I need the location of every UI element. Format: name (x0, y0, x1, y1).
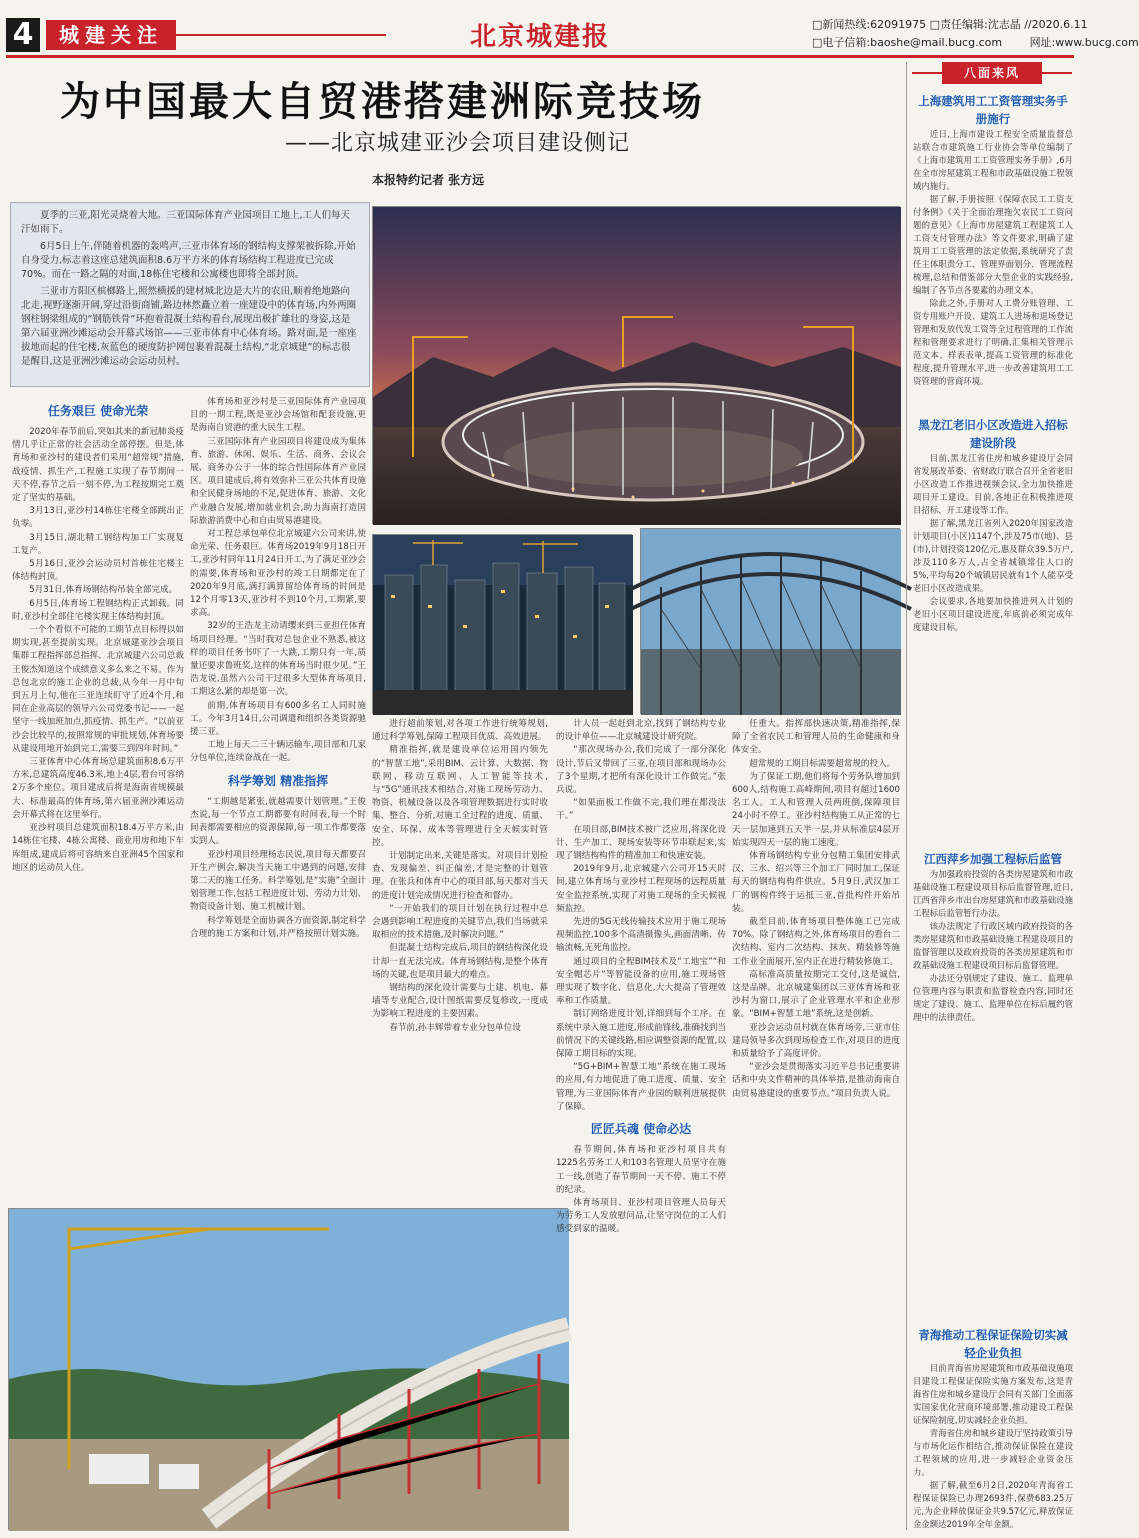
paragraph: 对工程总承包单位北京城建六公司来讲,使命光荣、任务艰巨。体育场2019年9月18日开工,亚沙村同年11月24日开工,为了满足亚沙会的需要,体育场和亚沙村的竣工日期都定在了2020年9月底,满打满算留给体育场的时间是12个月零13天,亚沙村不到10个月,工期紧,要求高。 (190, 529, 366, 619)
header-contact-line2 (812, 36, 1139, 50)
section-rule (176, 34, 386, 36)
article-column-5 (732, 718, 900, 1530)
paragraph: 据了解,黑龙江省列入2020年国家改造计划项目(小区)1147个,涉及75市(地)、县(市),计划投资120亿元,惠及群众39.5万户,涉及110多万人,占全省城镇常住人口的5%,平均每20个城镇居民就有1个人能享受老旧小区改造成果。 (913, 518, 1073, 593)
sub-headline: ——北京城建亚沙会项目建设侧记 (285, 131, 631, 156)
paragraph: 高标准高质量按期完工交付,这是诚信,这是品牌。北京城建集团以三亚体育场和亚沙村为窗口,展示了企业管理水平和企业形象。“BIM+智慧工地”系统,这是创新。 (732, 969, 900, 1020)
paragraph: 会议要求,各地要加快推进列入计划的老旧小区项目建设进度,年底前必须完成年度建设目标。 (913, 596, 1073, 632)
paragraph: 5月16日,亚沙会运动员村首栋住宅楼主体结构封顶。 (12, 559, 184, 583)
paragraph: 6月5日,体育场工程钢结构正式卸载。同时,亚沙村全部住宅楼实现主体结构封顶。 (12, 598, 184, 622)
paragraph: 亚沙村项目经理杨志民说,项目每天都要召开生产例会,解决当天施工中遇到的问题,安排第二天的施工任务。科学筹划,是“实施”全面计划管理工作,包括工程进度计划、劳动力计划、物资设备计划、施工机械计划。 (190, 849, 366, 913)
paragraph: 超常规的工期目标需要超常规的投入。 (749, 758, 896, 769)
paragraph: 除此之外,手册对人工费分账管理、工资专用账户开设、建筑工人进场和退场登记管理和发放代发工资等全过程管理的工作流程和管理要求进行了明确,汇集相关管理示范文本、样表表单,提高工资管理的标准化程度,提升管理水平,进一步改善建筑用工工资管理的营商环境。 (913, 298, 1073, 386)
stadium-photo-image (373, 207, 901, 525)
section-heading: 任务艰巨 使命光荣 (47, 404, 149, 418)
stadium-photo (372, 206, 900, 524)
paragraph: 科学筹划是全面协调各方面资源,制定科学合理的施工方案和计划,并严格按照计划实施。 (190, 915, 366, 939)
sidebar-header (912, 62, 1072, 84)
paragraph: 精准指挥,就是建设单位运用国内领先的“智慧工地”,采用BIM、云计算、大数据、物联网、移动互联网、人工智能等技术,与“5G”通讯技术相结合,对施工现场劳动力、物资、机械设备以及各项管理数据进行实时收集、整合、分析,对施工全过程的进度、质量、安全、环保、成本等管理进行全天候实时管控。 (372, 745, 548, 848)
paragraph: 三亚体育中心体育场总建筑面积8.6万平方米,总建筑高度46.3米,地上4层,看台可容纳2万多个座位。项目建成后将是海南省规模最大、标准最高的体育场,第六届亚洲沙滩运动会开幕式将在这里举行。 (12, 757, 184, 820)
sidebar-story-4 (913, 1326, 1073, 1530)
masthead: 北京城建报 (470, 22, 611, 52)
paragraph: 计划制定出来,关键是落实。对项目计划检查、发现偏差、纠正偏差,才是完整的计划管理。在张兵和体育中心的项目部,每天都对当天的进度计划完成情况进行检查和督办。 (372, 851, 548, 901)
byline: 本报特约记者 张方远 (372, 173, 485, 187)
paragraph: 制订网络进度计划,详细到每个工序。在系统中录入施工进度,形成前锋线,准确找到当前情况下的关键线路,相应调整资源的配置,以保障工期目标的实现。 (556, 1009, 726, 1060)
section-heading: 科学筹划 精准指挥 (227, 773, 329, 788)
paragraph: 通过项目的全程BIM技术及“工地宝”“和安全帽芯片”等智能设备的应用,施工现场管理实现了数字化、信息化,大大提高了管理效率和工作质量。 (556, 956, 726, 1007)
paragraph: 体育场项目、亚沙村项目管理人员每天为劳务工人发放慰问品,让坚守岗位的工人们感受到家的温暖。 (556, 1197, 726, 1235)
sidebar-story-3 (913, 850, 1073, 1320)
sidebar-story-title: 上海建筑用工工资管理实务手册施行 (918, 94, 1068, 126)
paragraph: 一个个看似不可能的工期节点目标得以如期实现,甚至提前实现。北京城建亚沙会项目集群工程指挥部总指挥、北京城建六公司总裁王俊杰知道这个成绩意义多么来之不易。作为总包北京的施工企业的总裁,从今年一月中旬到五月上旬,他在三亚连续盯守了近4个月,和同在企业高层的领导六公司党委书记——一起坚守一线加班加点,抓疫情、抓生产。“以前亚沙会比较早的,按照常规的审批规划,体育场要从建设用地开始到完工,需要三到四年时间。” (12, 625, 184, 754)
sidebar-title: 八面来风 (942, 62, 1042, 84)
sidebar-story-1 (913, 92, 1073, 410)
website[interactable]: 网址:www.bucg.com (1029, 36, 1139, 49)
paragraph: 计人员一起赶到北京,找到了钢结构专业的设计单位——北京城建设计研究院。 (556, 719, 726, 743)
paragraph: 32岁的王浩龙主动请缨来到三亚担任体育场项目经理。“当时我对总包企业不熟悉,被这样的项目任务书吓了一大跳,工期只有一年,质量还要求鲁班奖,这样的体育场当时很少见。”王浩龙说,虽然六公司干过很多大型体育场项目,工期这么紧的却是第一次。 (190, 621, 366, 698)
village-photo-image (373, 535, 633, 715)
article-column-2 (190, 396, 366, 1204)
paragraph: “一开始我们的项目计划在执行过程中总会遇到影响工程进度的关键节点,我们当场就采取相应的技术措施,及时解决问题。” (372, 903, 548, 941)
column-divider (906, 62, 907, 1530)
headline: 为中国最大自贸港搭建洲际竞技场 (60, 79, 705, 125)
paragraph: 但混凝土结构完成后,项目的钢结构深化设计却一直无法完成。体育场钢结构,是整个体育场的关键,也是项目最大的难点。 (372, 943, 548, 980)
paragraph: “那次现场办公,我们完成了一部分深化设计,节后又带回了三亚,在项目部和现场办公了3个星期,才把所有深化设计工作做完。”张兵说。 (556, 745, 726, 796)
crane-photo-image (9, 1209, 569, 1531)
paragraph: 为加强政府投资的各类房屋建筑和市政基础设施工程建设项目标后监督管理,近日,江西省萍乡市出台房屋建筑和市政基础设施工程标后监管暂行办法。 (913, 869, 1073, 918)
paragraph: 工地上每天二三十辆运输车,项目部和几家分包单位,连续奋战在一起。 (190, 740, 366, 764)
paragraph: 进行超前策划,对各项工作进行统筹规划,通过科学筹划,保障工程项目优质、高效进展。 (372, 719, 548, 743)
article-column-3 (372, 718, 548, 1202)
section-label: 城建关注 (46, 20, 176, 50)
lead-paragraph: 三亚市方阳区槟榔路上,照然横援的建材城北边是大片的农田,顺着绝地路向北走,视野逐渐开阔,穿过沿街商铺,路边林然矗立着一座建设中的体育场,内外两圈钢柱钢梁组成的“钢筋铁骨”环抱着混凝土结构看台,展现出极扩雄壮的身姿,这是第六届亚洲沙滩运动会开幕式场馆——三亚市体育中心体育场。路对面,是一座座拔地而起的住宅楼,灰蓝色的硬度防护网包裹着混凝土结构,“北京城建”的标志很是醒目,这是亚洲沙滩运动会运动员村。 (21, 286, 357, 367)
page-header (0, 8, 1139, 56)
paragraph: 据了解,截至6月2日,2020年青海省工程保证保险已办理2693件,保费683.25万元,为企业释放保证金共9.57亿元,释放保证金金额达2019年全年金额。 (913, 1480, 1073, 1529)
paragraph: 该办法规定了行政区域内政府投资的各类房屋建筑和市政基础设施工程建设项目的监督管理以及政府投资的各类房屋建筑和市政基础设施工程建设项目标后监督管理。 (913, 921, 1073, 970)
paragraph: “如果面板工作做不完,我们理在都没法干。” (556, 798, 726, 822)
village-photo (372, 534, 632, 714)
paragraph: 近日,上海市建设工程安全质量监督总站联合市建筑施工行业协会等单位编制了《上海市建筑用工工资管理实务手册》,6月在全市房屋建筑工程和市政基础设施工程领域内施行。 (913, 129, 1073, 191)
sidebar-story-2 (913, 416, 1073, 844)
editor: □责任编辑:沈志晶 (929, 18, 1021, 31)
paragraph: 先进的5G无线传输技术应用于施工现场视频监控,100多个高清摄像头,画面清晰、传输流畅,无死角监控。 (556, 917, 726, 954)
paragraph: 据了解,手册按照《保障农民工工资支付条例》《关于全面治理拖欠农民工工资问题的意见》《上海市房屋建筑工程建筑工人工资支付管理办法》等文件要求,明确了建筑用工工资管理的法定依据,系统研究了责任主体职责分工、管理界面划分、管理流程梳理,总结和借鉴部分大型企业的实践经验,编制了各节点各要素的办理文本。 (913, 194, 1073, 295)
date: //2020.6.11 (1024, 18, 1088, 31)
paragraph: 截至目前,体育场项目整体施工已完成70%。除了钢结构之外,体育场项目的看台二次结构、室内二次结构、抹灰、精装修等施工作业全面展开,室内正在进行精装修施工。 (732, 917, 900, 967)
paragraph: 三亚国际体育产业园项目将建设成为集体育、旅游、休闲、娱乐、生活、商务、会议会展、商务办公于一体的综合性国际体育产业园区。项目建成后,将有效弥补三亚公共体育设施和全民健身场地的不足,促进体育、旅游、文化产业融合发展,增加就业机会,助力海南打造国际旅游消费中心和自由贸易港建设。 (190, 436, 366, 526)
paragraph: “5G+BIM+智慧工地”系统在施工现场的应用,有力地促进了施工进度、质量、安全管理,为三亚国际体育产业园的顺利进展提供了保障。 (556, 1062, 726, 1112)
paragraph: “工期越是紧张,就越需要计划管理。”王俊杰说,每一个节点工期都要有时间表,每一个时间表都需要相应的资源保障,每一项工作都要落实到人。 (190, 796, 366, 847)
header-contact-line1 (812, 18, 1088, 32)
paragraph: “亚沙会是贯彻落实习近平总书记重要讲话和中央文件精神的具体举措,是推动海南自由贸易港建设的重要节点。”项目负责人说。 (732, 1062, 900, 1099)
paragraph: 钢结构的深化设计需要与土建、机电、幕墙等专业配合,设计图纸需要反复修改,一度成为影响工程进度的主要因素。 (372, 983, 548, 1020)
paragraph: 目前,黑龙江省住房和城乡建设厅会同省发展改革委、省财政厅联合召开全省老旧小区改造工作推进视频会议,全力加快推进项目开工建设。目前,各地正在积极推进项目招标、开工建设等工作。 (913, 453, 1073, 515)
sidebar-story-title: 黑龙江老旧小区改造进入招标建设阶段 (918, 418, 1068, 450)
paragraph: 在项目部,BIM技术被广泛应用,将深化设计、生产加工、现场安装等环节串联起来,实现了钢结构构件的精准加工和快速安装。 (556, 824, 726, 862)
header-rule (6, 55, 1074, 58)
sidebar-story-title: 青海推动工程保证保险切实减轻企业负担 (918, 1328, 1068, 1360)
sidebar-story-title: 江西萍乡加强工程标后监管 (924, 852, 1062, 866)
sidebar-rule (912, 72, 942, 74)
paragraph: 青海省住房和城乡建设厅坚持政策引导与市场化运作相结合,推动保证保险在建设工程领域的应用,进一步减轻企业资金压力。 (913, 1428, 1073, 1477)
paragraph: 2019年9月,北京城建六公司开15天时间,建立体育场与亚沙村工程现场的远程质量安全监控系统,实现了对施工现场的全天候视频监控。 (556, 864, 726, 914)
paragraph: 前期,体育场项目有600多名工人同时施工。今年3月14日,公司调遣和组织各类资源驰援三亚。 (190, 700, 366, 738)
paragraph: 为了保证工期,他们将每个劳务队增加到600人,结构施工高峰期间,项目有超过1600名工人。工人和管理人员两班倒,保障项目24小时不停工。亚沙村结构施工从正常的七天一层加速到五天半一层,并从标准层4层开始实现四天一层的施工速度。 (732, 771, 900, 848)
lead-paragraph: 夏季的三亚,阳光灵烧着大地。三亚国际体育产业园项目工地上,工人们每天汗如雨下。 (21, 210, 351, 235)
paragraph: 春节前,孙丰辉带着专业分包单位设 (389, 1022, 521, 1033)
paragraph: 5月31日,体育场钢结构吊装全部完成。 (29, 585, 178, 596)
article-column-1 (12, 396, 184, 1204)
paragraph: 亚沙村项目总建筑面积18.4万平方米,由14栋住宅楼、4栋公寓楼、商业用房和地下车库组成,建成后将可容纳来自亚洲45个国家和地区的运动员入住。 (12, 823, 184, 873)
page-number: 4 (6, 18, 40, 52)
section-heading: 匠匠兵魂 使命必达 (590, 1122, 692, 1137)
paragraph: 春节期间,体育场和亚沙村项目共有1225名劳务工人和103名管理人员坚守在施工一线,创造了春节期间一天不停、施工不停的纪录。 (556, 1145, 726, 1195)
lead-box (10, 202, 370, 387)
paragraph: 体育场和亚沙村是三亚国际体育产业园项目的一期工程,既是亚沙会场馆和配套设施,更是海南自贸港的重大民生工程。 (190, 397, 366, 434)
paragraph: 目前青海省房屋建筑和市政基础设施项目建设工程保证保险实施方案发布,这是青海省住房和城乡建设厅会同有关部门全面落实国家优化营商环境部署,推动建设工程保证保险制度,切实减轻企业负担。 (913, 1363, 1073, 1425)
steel-photo-image (641, 529, 901, 715)
steel-photo (640, 528, 900, 714)
paragraph: 办法还分别规定了建设、施工、监理单位管理内容与职责和监督检查内容,同时还规定了建设、施工、监理单位在标后履约管理中的法律责任。 (913, 973, 1073, 1022)
paragraph: 体育场钢结构专业分包精工集团安排武汉、三水、绍兴等三个加工厂同时加工,保证每天的钢结构构件供应。5月9日,武汉加工厂的钢构件终于运抵三亚,首批构件开始吊装。 (732, 851, 900, 914)
paragraph: 亚沙会运动员村就在体育场旁,三亚市住建局领导多次到现场检查工作,对项目的进度和质量给予了高度评价。 (732, 1022, 900, 1060)
paragraph: 2020年春节前后,突如其来的新冠肺炎疫情几乎让正常的社会活动全部停摆。但是,体育场和亚沙村的建设者们采用“超常规”措施,战疫情、抓生产,工程施工实现了春节期间一天不停,春节之后一刻不停,为工程按期完工奠定了坚实的基础。 (12, 427, 184, 504)
hotline: □新闻热线:62091975 (812, 18, 927, 31)
crane-photo (8, 1208, 568, 1530)
paragraph: 3月13日,亚沙村14栋住宅楼全部跳出正负零。 (12, 506, 184, 530)
email[interactable]: □电子信箱:baoshe@mail.bucg.com (812, 36, 1003, 49)
lead-paragraph: 6月5日上午,伴随着机器的轰鸣声,三亚市体育场的钢结构支撑架被拆除,开始自身受力,标志着这座总建筑面积8.6万平方米的体育场结构工程进度已完成70%。而在一路之隔的对面,18栋住宅楼和公寓楼也即将全部封顶。 (21, 241, 356, 280)
sidebar-rule (1042, 72, 1072, 74)
paragraph: 3月15日,湖北精工钢结构加工厂实现复工复产。 (12, 532, 184, 556)
paragraph: 任重大。指挥部快速决策,精准指挥,保障了全省农民工和管理人员的生命健康和身体安全。 (732, 719, 900, 756)
article-column-4 (556, 718, 726, 1530)
